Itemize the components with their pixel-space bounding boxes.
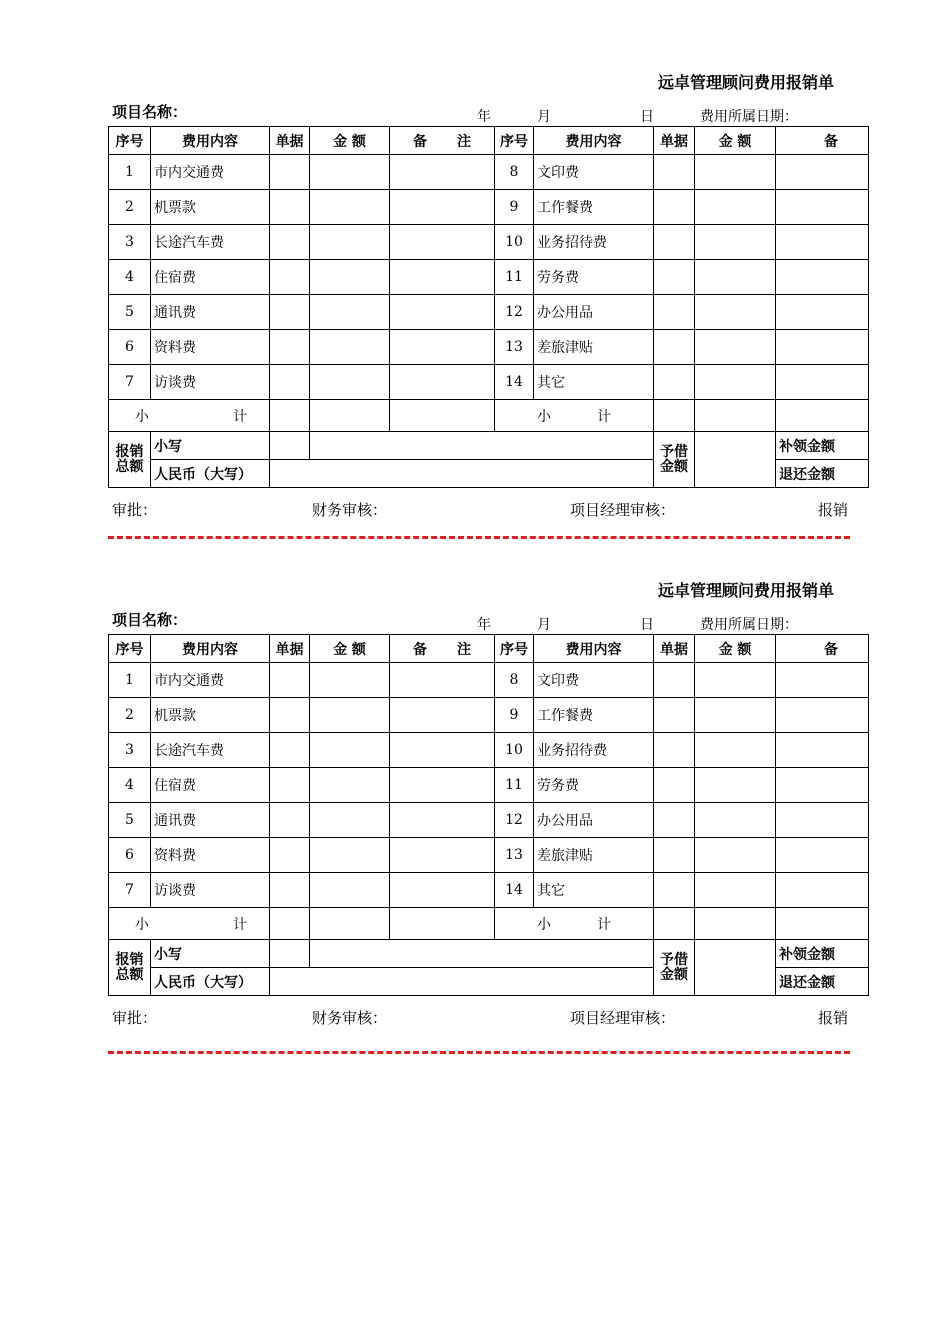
item-right-note[interactable]	[776, 260, 869, 295]
item-right-note[interactable]	[776, 663, 869, 698]
subtotal-right-amount[interactable]	[695, 908, 776, 940]
item-right-note[interactable]	[776, 803, 869, 838]
item-left-no: 5	[109, 295, 151, 330]
item-left-note[interactable]	[390, 768, 495, 803]
advance-amount[interactable]	[695, 940, 776, 996]
item-right-note[interactable]	[776, 733, 869, 768]
item-left-note[interactable]	[390, 698, 495, 733]
rmb-caps-label: 人民币（大写）	[151, 968, 270, 996]
item-left-receipt[interactable]	[270, 873, 310, 908]
header-note: 备 注	[390, 635, 495, 663]
item-right-receipt[interactable]	[654, 873, 695, 908]
day-label: 日	[640, 617, 654, 633]
item-left-receipt[interactable]	[270, 838, 310, 873]
item-left-amount[interactable]	[310, 768, 390, 803]
reimburse-label: 报销	[818, 1009, 849, 1027]
total-label-cell: 报销 总额	[109, 432, 151, 488]
header-row	[109, 127, 869, 155]
item-left-note[interactable]	[390, 365, 495, 400]
item-right-note[interactable]	[776, 190, 869, 225]
item-right-no: 14	[495, 873, 534, 908]
item-right-no: 14	[495, 365, 534, 400]
project-name-label: 项目名称：	[112, 611, 188, 629]
refund-label: 退还金额	[776, 968, 869, 996]
item-row	[109, 330, 869, 365]
approve-label: 审批：	[112, 1009, 158, 1027]
item-right-name: 劳务费	[534, 768, 654, 803]
item-left-name: 资料费	[151, 838, 270, 873]
subtotal-left-amount[interactable]	[310, 908, 390, 940]
item-right-no: 13	[495, 330, 534, 365]
header-receipt: 单据	[270, 127, 310, 155]
pm-review-label: 项目经理审核：	[570, 501, 676, 519]
item-right-name: 差旅津贴	[534, 330, 654, 365]
item-right-no: 11	[495, 768, 534, 803]
item-left-amount[interactable]	[310, 873, 390, 908]
item-left-receipt[interactable]	[270, 365, 310, 400]
item-left-no: 1	[109, 663, 151, 698]
item-row	[109, 838, 869, 873]
item-left-no: 7	[109, 365, 151, 400]
item-row	[109, 698, 869, 733]
rmb-caps-amount[interactable]	[270, 460, 654, 488]
pm-review-label: 项目经理审核：	[570, 1009, 676, 1027]
month-label: 月	[537, 109, 551, 125]
item-left-note[interactable]	[390, 873, 495, 908]
item-left-name: 市内交通费	[151, 663, 270, 698]
item-right-no: 8	[495, 663, 534, 698]
item-right-amount[interactable]	[695, 330, 776, 365]
item-right-no: 9	[495, 698, 534, 733]
total-label-cell: 报销 总额	[109, 940, 151, 996]
item-right-amount[interactable]	[695, 295, 776, 330]
item-row	[109, 803, 869, 838]
approve-label: 审批：	[112, 501, 158, 519]
item-left-amount[interactable]	[310, 838, 390, 873]
item-left-note[interactable]	[390, 155, 495, 190]
subtotal-left-label: 小 计	[109, 908, 270, 940]
item-left-amount[interactable]	[310, 260, 390, 295]
item-right-note[interactable]	[776, 155, 869, 190]
item-left-receipt[interactable]	[270, 768, 310, 803]
item-right-note[interactable]	[776, 873, 869, 908]
item-left-no: 4	[109, 260, 151, 295]
item-right-name: 工作餐费	[534, 190, 654, 225]
item-right-no: 10	[495, 733, 534, 768]
item-left-no: 2	[109, 190, 151, 225]
cut-line-2	[108, 1051, 850, 1054]
item-right-amount[interactable]	[695, 663, 776, 698]
item-right-amount[interactable]	[695, 225, 776, 260]
item-right-receipt[interactable]	[654, 733, 695, 768]
item-left-no: 4	[109, 768, 151, 803]
item-left-name: 长途汽车费	[151, 733, 270, 768]
item-left-name: 资料费	[151, 330, 270, 365]
item-right-note[interactable]	[776, 295, 869, 330]
item-left-no: 3	[109, 733, 151, 768]
refund-label: 退还金额	[776, 460, 869, 488]
item-left-amount[interactable]	[310, 190, 390, 225]
header-seq: 序号	[109, 127, 151, 155]
item-right-amount[interactable]	[695, 733, 776, 768]
item-right-note[interactable]	[776, 768, 869, 803]
item-left-no: 5	[109, 803, 151, 838]
expense-form-2	[0, 508, 950, 1027]
item-left-amount[interactable]	[310, 803, 390, 838]
item-left-name: 长途汽车费	[151, 225, 270, 260]
item-left-note[interactable]	[390, 803, 495, 838]
header-seq-right: 序号	[495, 635, 534, 663]
header-amount: 金 额	[310, 127, 390, 155]
item-right-amount[interactable]	[695, 838, 776, 873]
year-label: 年	[477, 617, 491, 633]
subtotal-right-amount[interactable]	[695, 400, 776, 432]
item-left-amount[interactable]	[310, 365, 390, 400]
item-right-amount[interactable]	[695, 698, 776, 733]
item-left-name: 市内交通费	[151, 155, 270, 190]
subtotal-left-label: 小 计	[109, 400, 270, 432]
item-left-receipt[interactable]	[270, 698, 310, 733]
total-row-small	[109, 940, 869, 968]
header-amount-right: 金 额	[695, 635, 776, 663]
item-right-name: 办公用品	[534, 295, 654, 330]
form-title: 远卓管理顾问费用报销单	[658, 581, 835, 600]
item-row	[109, 768, 869, 803]
item-right-no: 12	[495, 803, 534, 838]
subtotal-row	[109, 908, 869, 940]
header-content-right: 费用内容	[534, 635, 654, 663]
small-caps-amount[interactable]	[310, 940, 654, 968]
item-right-receipt[interactable]	[654, 190, 695, 225]
item-left-amount[interactable]	[310, 330, 390, 365]
item-right-receipt[interactable]	[654, 225, 695, 260]
item-right-receipt[interactable]	[654, 365, 695, 400]
item-left-note[interactable]	[390, 838, 495, 873]
expense-form-1	[0, 0, 950, 519]
header-note: 备 注	[390, 127, 495, 155]
header-content: 费用内容	[151, 127, 270, 155]
expense-table	[108, 634, 869, 996]
supplement-label: 补领金额	[776, 432, 869, 460]
subtotal-left-receipt[interactable]	[270, 400, 310, 432]
item-right-name: 文印费	[534, 663, 654, 698]
supplement-label: 补领金额	[776, 940, 869, 968]
item-right-receipt[interactable]	[654, 768, 695, 803]
year-label: 年	[477, 109, 491, 125]
item-right-amount[interactable]	[695, 155, 776, 190]
small-caps-label: 小写	[151, 432, 270, 460]
item-left-receipt[interactable]	[270, 295, 310, 330]
item-right-receipt[interactable]	[654, 838, 695, 873]
item-right-note[interactable]	[776, 365, 869, 400]
item-right-no: 12	[495, 295, 534, 330]
item-right-name: 劳务费	[534, 260, 654, 295]
header-seq: 序号	[109, 635, 151, 663]
subtotal-left-note[interactable]	[390, 908, 495, 940]
item-left-name: 通讯费	[151, 295, 270, 330]
day-label: 日	[640, 109, 654, 125]
item-right-name: 其它	[534, 365, 654, 400]
header-note-right: 备	[776, 127, 869, 155]
item-right-no: 11	[495, 260, 534, 295]
subtotal-right-label: 小 计	[495, 908, 654, 940]
form-title: 远卓管理顾问费用报销单	[658, 73, 835, 92]
item-right-name: 办公用品	[534, 803, 654, 838]
item-right-name: 工作餐费	[534, 698, 654, 733]
subtotal-left-receipt[interactable]	[270, 908, 310, 940]
item-left-no: 6	[109, 838, 151, 873]
item-left-receipt[interactable]	[270, 155, 310, 190]
finance-review-label: 财务审核：	[312, 501, 388, 519]
subtotal-right-label: 小 计	[495, 400, 654, 432]
item-right-receipt[interactable]	[654, 663, 695, 698]
item-left-name: 机票款	[151, 698, 270, 733]
item-left-receipt[interactable]	[270, 190, 310, 225]
item-row	[109, 873, 869, 908]
subtotal-left-amount[interactable]	[310, 400, 390, 432]
advance-label-cell: 予借 金额	[654, 432, 695, 488]
item-right-no: 13	[495, 838, 534, 873]
item-left-note[interactable]	[390, 225, 495, 260]
subtotal-right-receipt[interactable]	[654, 908, 695, 940]
item-right-amount[interactable]	[695, 768, 776, 803]
small-caps-receipt[interactable]	[270, 940, 310, 968]
item-left-receipt[interactable]	[270, 803, 310, 838]
item-right-no: 8	[495, 155, 534, 190]
item-left-note[interactable]	[390, 260, 495, 295]
header-amount: 金 额	[310, 635, 390, 663]
item-left-receipt[interactable]	[270, 733, 310, 768]
item-left-name: 机票款	[151, 190, 270, 225]
item-left-no: 3	[109, 225, 151, 260]
subtotal-row	[109, 400, 869, 432]
item-left-name: 住宿费	[151, 768, 270, 803]
item-left-amount[interactable]	[310, 663, 390, 698]
total-row-small	[109, 432, 869, 460]
subtotal-right-receipt[interactable]	[654, 400, 695, 432]
project-name-label: 项目名称：	[112, 103, 188, 121]
header-amount-right: 金 额	[695, 127, 776, 155]
header-receipt-right: 单据	[654, 635, 695, 663]
cut-line-1	[108, 536, 850, 539]
month-label: 月	[537, 617, 551, 633]
item-row	[109, 155, 869, 190]
finance-review-label: 财务审核：	[312, 1009, 388, 1027]
item-right-amount[interactable]	[695, 873, 776, 908]
header-receipt: 单据	[270, 635, 310, 663]
item-right-receipt[interactable]	[654, 155, 695, 190]
item-left-name: 访谈费	[151, 873, 270, 908]
header-content-right: 费用内容	[534, 127, 654, 155]
item-right-note[interactable]	[776, 698, 869, 733]
item-left-note[interactable]	[390, 330, 495, 365]
item-row	[109, 365, 869, 400]
item-right-receipt[interactable]	[654, 295, 695, 330]
item-left-receipt[interactable]	[270, 330, 310, 365]
expense-date-label: 费用所属日期：	[700, 617, 798, 633]
item-row	[109, 663, 869, 698]
item-right-no: 9	[495, 190, 534, 225]
item-right-amount[interactable]	[695, 365, 776, 400]
item-left-note[interactable]	[390, 190, 495, 225]
item-left-note[interactable]	[390, 295, 495, 330]
header-row	[109, 635, 869, 663]
small-caps-label: 小写	[151, 940, 270, 968]
item-right-receipt[interactable]	[654, 260, 695, 295]
item-right-name: 差旅津贴	[534, 838, 654, 873]
item-left-amount[interactable]	[310, 698, 390, 733]
subtotal-right-note[interactable]	[776, 400, 869, 432]
item-right-name: 其它	[534, 873, 654, 908]
item-right-amount[interactable]	[695, 260, 776, 295]
advance-amount[interactable]	[695, 432, 776, 488]
expense-date-label: 费用所属日期：	[700, 109, 798, 125]
header-note-right: 备	[776, 635, 869, 663]
item-right-note[interactable]	[776, 838, 869, 873]
item-left-amount[interactable]	[310, 295, 390, 330]
subtotal-right-note[interactable]	[776, 908, 869, 940]
item-right-note[interactable]	[776, 225, 869, 260]
item-left-name: 通讯费	[151, 803, 270, 838]
item-left-receipt[interactable]	[270, 663, 310, 698]
small-caps-amount[interactable]	[310, 432, 654, 460]
item-left-no: 1	[109, 155, 151, 190]
item-right-no: 10	[495, 225, 534, 260]
item-right-name: 业务招待费	[534, 225, 654, 260]
rmb-caps-amount[interactable]	[270, 968, 654, 996]
item-right-name: 业务招待费	[534, 733, 654, 768]
item-left-note[interactable]	[390, 733, 495, 768]
subtotal-left-note[interactable]	[390, 400, 495, 432]
item-right-amount[interactable]	[695, 803, 776, 838]
item-row	[109, 260, 869, 295]
item-row	[109, 225, 869, 260]
item-left-no: 2	[109, 698, 151, 733]
item-left-no: 6	[109, 330, 151, 365]
item-right-amount[interactable]	[695, 190, 776, 225]
item-right-note[interactable]	[776, 330, 869, 365]
item-right-receipt[interactable]	[654, 330, 695, 365]
header-receipt-right: 单据	[654, 127, 695, 155]
item-left-receipt[interactable]	[270, 260, 310, 295]
item-left-amount[interactable]	[310, 155, 390, 190]
item-row	[109, 295, 869, 330]
item-left-name: 访谈费	[151, 365, 270, 400]
expense-table	[108, 126, 869, 488]
item-left-no: 7	[109, 873, 151, 908]
item-row	[109, 190, 869, 225]
rmb-caps-label: 人民币（大写）	[151, 460, 270, 488]
header-content: 费用内容	[151, 635, 270, 663]
header-seq-right: 序号	[495, 127, 534, 155]
reimburse-label: 报销	[818, 501, 849, 519]
item-left-amount[interactable]	[310, 733, 390, 768]
item-left-amount[interactable]	[310, 225, 390, 260]
small-caps-receipt[interactable]	[270, 432, 310, 460]
item-right-receipt[interactable]	[654, 698, 695, 733]
item-row	[109, 733, 869, 768]
item-left-note[interactable]	[390, 663, 495, 698]
advance-label-cell: 予借 金额	[654, 940, 695, 996]
item-left-name: 住宿费	[151, 260, 270, 295]
item-left-receipt[interactable]	[270, 225, 310, 260]
item-right-name: 文印费	[534, 155, 654, 190]
item-right-receipt[interactable]	[654, 803, 695, 838]
